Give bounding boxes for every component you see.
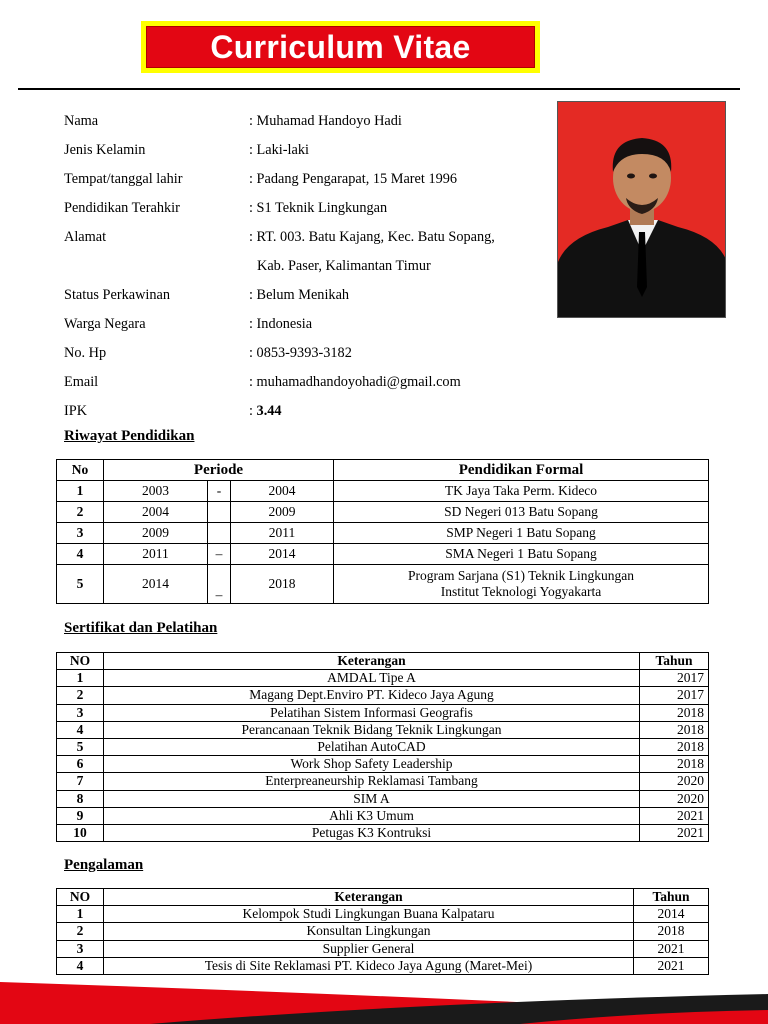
experience-table	[56, 888, 709, 975]
row-year: 2014	[634, 906, 709, 923]
row-no: 10	[57, 824, 104, 841]
gpa-value: 3.44	[256, 403, 282, 419]
row-desc: Konsultan Lingkungan	[104, 923, 634, 940]
row-end: 2018	[231, 565, 334, 604]
row-no: 3	[57, 523, 104, 544]
column-header-school: Pendidikan Formal	[334, 460, 709, 481]
column-header-desc: Keterangan	[104, 889, 634, 906]
info-label: Jenis Kelamin	[64, 142, 146, 158]
table-row	[57, 824, 709, 841]
row-no: 6	[57, 756, 104, 773]
row-no: 1	[57, 906, 104, 923]
row-start: 2003	[104, 481, 208, 502]
info-value: : muhamadhandoyohadi@gmail.com	[249, 374, 461, 390]
table-row	[57, 940, 709, 957]
row-desc: Petugas K3 Kontruksi	[104, 824, 640, 841]
row-start: 2014	[104, 565, 208, 604]
table-header-row	[57, 889, 709, 906]
table-row	[57, 544, 709, 565]
table-row	[57, 756, 709, 773]
table-row	[57, 906, 709, 923]
title-banner-inner	[146, 26, 535, 68]
info-label: No. Hp	[64, 345, 107, 361]
row-desc: AMDAL Tipe A	[104, 670, 640, 687]
info-row-address-cont	[64, 252, 534, 281]
table-header-row	[57, 460, 709, 481]
personal-info	[64, 107, 534, 426]
row-no: 1	[57, 481, 104, 502]
info-value: : Padang Pengarapat, 15 Maret 1996	[249, 171, 458, 187]
table-row	[57, 957, 709, 974]
experience-heading: Pengalaman	[64, 857, 144, 873]
title-banner	[141, 21, 540, 73]
row-desc: Magang Dept.Enviro PT. Kideco Jaya Agung	[104, 687, 640, 704]
table-row	[57, 523, 709, 544]
row-no: 4	[57, 957, 104, 974]
row-school: SD Negeri 013 Batu Sopang	[334, 502, 709, 523]
row-no: 2	[57, 923, 104, 940]
column-header-year: Tahun	[640, 653, 709, 670]
row-year: 2018	[640, 756, 709, 773]
table-row	[57, 721, 709, 738]
info-row-citizenship	[64, 310, 534, 339]
row-no: 4	[57, 721, 104, 738]
row-desc: Pelatihan AutoCAD	[104, 738, 640, 755]
info-label: Tempat/tanggal lahir	[64, 171, 183, 187]
row-year: 2017	[640, 687, 709, 704]
row-sep	[208, 502, 231, 523]
row-sep: –	[208, 544, 231, 565]
row-no: 3	[57, 704, 104, 721]
row-no: 2	[57, 687, 104, 704]
info-row-name	[64, 107, 534, 136]
row-desc: Work Shop Safety Leadership	[104, 756, 640, 773]
info-label: Pendidikan Terahkir	[64, 200, 180, 216]
certificates-table	[56, 652, 709, 842]
row-school-line1: Program Sarjana (S1) Teknik Lingkungan	[407, 568, 634, 583]
row-no: 5	[57, 738, 104, 755]
info-value: : Belum Menikah	[249, 287, 350, 303]
info-label: Alamat	[64, 229, 107, 245]
row-end: 2004	[231, 481, 334, 502]
info-value: : RT. 003. Batu Kajang, Kec. Batu Sopang,	[249, 229, 495, 245]
row-year: 2021	[640, 807, 709, 824]
table-row	[57, 481, 709, 502]
row-end: 2011	[231, 523, 334, 544]
info-row-gpa	[64, 397, 534, 426]
row-desc: Pelatihan Sistem Informasi Geografis	[104, 704, 640, 721]
info-label: Email	[64, 374, 99, 390]
table-row	[57, 738, 709, 755]
gpa-prefix: :	[249, 403, 257, 419]
row-no: 9	[57, 807, 104, 824]
column-header-period: Periode	[104, 460, 334, 481]
table-header-row	[57, 653, 709, 670]
row-no: 3	[57, 940, 104, 957]
info-label: IPK	[64, 403, 88, 419]
table-row	[57, 565, 709, 604]
column-header-no: NO	[57, 653, 104, 670]
row-school-line2: Institut Teknologi Yogyakarta	[440, 584, 602, 599]
row-no: 8	[57, 790, 104, 807]
row-end: 2009	[231, 502, 334, 523]
column-header-desc: Keterangan	[104, 653, 640, 670]
info-value: : Laki-laki	[249, 142, 309, 158]
row-desc: SIM A	[104, 790, 640, 807]
row-start: 2009	[104, 523, 208, 544]
row-desc: Supplier General	[104, 940, 634, 957]
info-row-phone	[64, 339, 534, 368]
row-no: 4	[57, 544, 104, 565]
info-value: : Indonesia	[249, 316, 313, 332]
row-year: 2018	[634, 923, 709, 940]
row-year: 2020	[640, 773, 709, 790]
info-value: : S1 Teknik Lingkungan	[249, 200, 388, 216]
row-school: SMA Negeri 1 Batu Sopang	[334, 544, 709, 565]
column-header-no: NO	[57, 889, 104, 906]
portrait-image	[558, 102, 726, 318]
row-school: TK Jaya Taka Perm. Kideco	[334, 481, 709, 502]
row-year: 2020	[640, 790, 709, 807]
info-row-marital	[64, 281, 534, 310]
info-row-birth	[64, 165, 534, 194]
row-no: 2	[57, 502, 104, 523]
table-row	[57, 687, 709, 704]
row-no: 5	[57, 565, 104, 604]
row-no: 7	[57, 773, 104, 790]
page-title: Curriculum Vitae	[210, 28, 471, 65]
table-row	[57, 773, 709, 790]
row-start: 2011	[104, 544, 208, 565]
info-value: Kab. Paser, Kalimantan Timur	[257, 258, 431, 274]
footer-wave-decoration	[0, 974, 768, 1024]
info-label: Warga Negara	[64, 316, 146, 332]
table-row	[57, 502, 709, 523]
row-school: SMP Negeri 1 Batu Sopang	[334, 523, 709, 544]
row-year: 2018	[640, 704, 709, 721]
info-row-gender	[64, 136, 534, 165]
row-desc: Ahli K3 Umum	[104, 807, 640, 824]
table-row	[57, 923, 709, 940]
row-year: 2021	[634, 957, 709, 974]
row-desc: Perancanaan Teknik Bidang Teknik Lingkungan	[104, 721, 640, 738]
title-divider	[18, 88, 740, 90]
info-value: : 0853-9393-3182	[249, 345, 352, 361]
row-end: 2014	[231, 544, 334, 565]
row-year: 2018	[640, 721, 709, 738]
certificates-heading: Sertifikat dan Pelatihan	[64, 620, 218, 636]
row-desc: Enterpreaneurship Reklamasi Tambang	[104, 773, 640, 790]
info-value: : Muhamad Handoyo Hadi	[249, 113, 402, 129]
row-no: 1	[57, 670, 104, 687]
profile-photo	[557, 101, 726, 318]
row-start: 2004	[104, 502, 208, 523]
row-sep: -	[208, 481, 231, 502]
row-year: 2017	[640, 670, 709, 687]
info-value	[249, 403, 534, 420]
info-row-email	[64, 368, 534, 397]
row-year: 2021	[640, 824, 709, 841]
column-header-year: Tahun	[634, 889, 709, 906]
row-desc: Kelompok Studi Lingkungan Buana Kalpataru	[104, 906, 634, 923]
column-header-no: No	[57, 460, 104, 481]
row-year: 2021	[634, 940, 709, 957]
info-label: Nama	[64, 113, 99, 129]
row-sep: –	[208, 565, 231, 604]
row-school	[334, 565, 709, 604]
table-row	[57, 807, 709, 824]
info-label: Status Perkawinan	[64, 287, 171, 303]
table-row	[57, 704, 709, 721]
table-row	[57, 670, 709, 687]
education-table	[56, 459, 709, 604]
row-year: 2018	[640, 738, 709, 755]
education-heading: Riwayat Pendidikan	[64, 428, 195, 444]
info-row-education	[64, 194, 534, 223]
row-sep	[208, 523, 231, 544]
table-row	[57, 790, 709, 807]
row-desc: Tesis di Site Reklamasi PT. Kideco Jaya Agung (Maret-Mei)	[104, 957, 634, 974]
info-row-address	[64, 223, 534, 252]
